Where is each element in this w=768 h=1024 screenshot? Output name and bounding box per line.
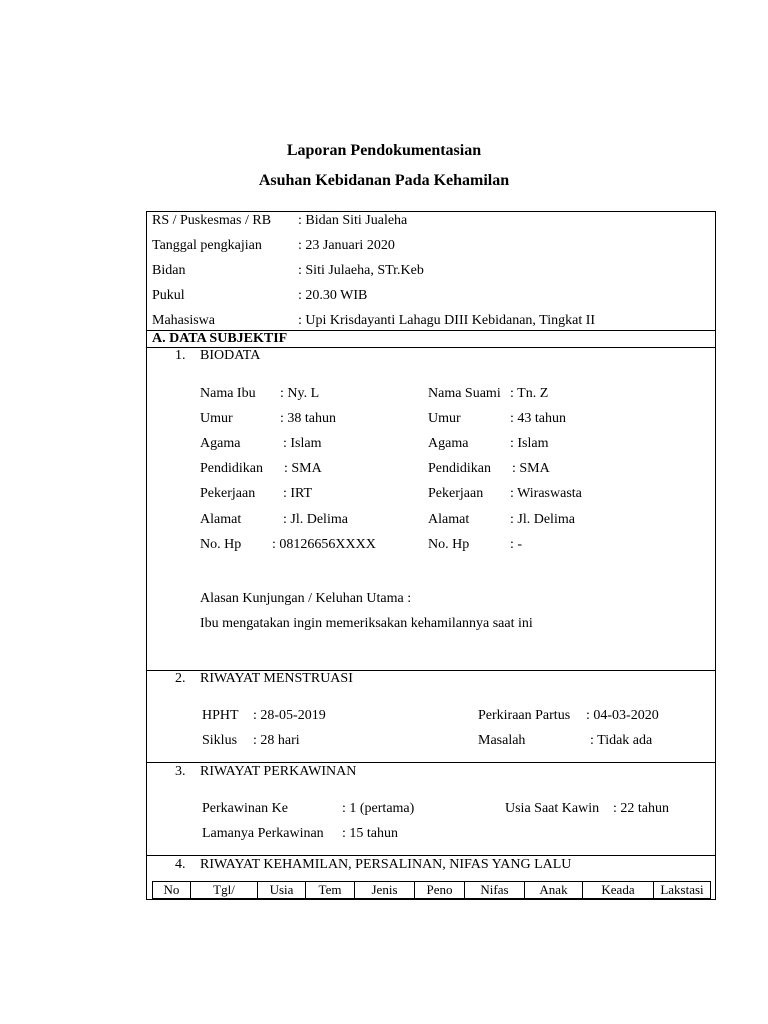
info-value: : Bidan Siti Jualeha	[298, 213, 408, 228]
document-subtitle: Asuhan Kebidanan Pada Kehamilan	[258, 172, 510, 189]
column-header: Tem	[306, 882, 355, 899]
biodata-heading: BIODATA	[200, 348, 261, 363]
ibu-value: : 38 tahun	[280, 411, 336, 426]
suami-label: Pendidikan	[428, 461, 491, 476]
perkawinan-number: 3.	[175, 764, 186, 779]
alasan-value: Ibu mengatakan ingin memeriksakan kehamilannya saat ini	[200, 616, 533, 631]
suami-value: : Jl. Delima	[510, 512, 575, 527]
ibu-label: Umur	[200, 411, 233, 426]
info-label: RS / Puskesmas / RB	[152, 213, 272, 228]
info-label: Pukul	[152, 288, 185, 303]
history-table	[152, 881, 711, 899]
suami-value: : Wiraswasta	[510, 486, 582, 501]
suami-label: No. Hp	[428, 537, 470, 552]
biodata-number: 1.	[175, 348, 186, 363]
masalah-value: : Tidak ada	[590, 733, 653, 748]
ibu-label: No. Hp	[200, 537, 242, 552]
section-a-heading: A. DATA SUBJEKTIF	[152, 331, 288, 346]
info-value: : Siti Julaeha, STr.Keb	[298, 263, 424, 278]
divider-perkawinan	[146, 855, 716, 856]
ibu-value: : 08126656XXXX	[272, 537, 376, 552]
partus-label: Perkiraan Partus	[478, 708, 571, 723]
perkawinan-heading: RIWAYAT PERKAWINAN	[200, 764, 357, 779]
column-header: Usia	[258, 882, 306, 899]
suami-value: : Tn. Z	[510, 386, 549, 401]
ibu-label: Agama	[200, 436, 241, 451]
alasan-label: Alasan Kunjungan / Keluhan Utama :	[200, 591, 412, 606]
kehamilan-heading: RIWAYAT KEHAMILAN, PERSALINAN, NIFAS YANG LALU	[200, 857, 572, 872]
suami-value: : Islam	[510, 436, 549, 451]
table-header-row	[153, 882, 711, 899]
usia-kawin-label: Usia Saat Kawin	[505, 801, 600, 816]
column-header: Jenis	[355, 882, 415, 899]
info-value: : 20.30 WIB	[298, 288, 368, 303]
column-header: Lakstasi	[654, 882, 711, 899]
siklus-label: Siklus	[202, 733, 238, 748]
menstruasi-heading: RIWAYAT MENSTRUASI	[200, 671, 353, 686]
info-label: Mahasiswa	[152, 313, 215, 328]
siklus-value: : 28 hari	[253, 733, 300, 748]
suami-label: Alamat	[428, 512, 470, 527]
masalah-label: Masalah	[478, 733, 526, 748]
column-header: No	[153, 882, 191, 899]
info-label: Bidan	[152, 263, 186, 278]
column-header: Peno	[415, 882, 465, 899]
column-header: Tgl/	[191, 882, 258, 899]
column-header: Nifas	[465, 882, 525, 899]
suami-value: : SMA	[512, 461, 550, 476]
suami-value: : 43 tahun	[510, 411, 566, 426]
usia-kawin-value: : 22 tahun	[613, 801, 669, 816]
info-label: Tanggal pengkajian	[152, 238, 262, 253]
menstruasi-number: 2.	[175, 671, 186, 686]
ibu-label: Pekerjaan	[200, 486, 256, 501]
info-value: : 23 Januari 2020	[298, 238, 395, 253]
suami-label: Nama Suami	[428, 386, 501, 401]
hpht-value: : 28-05-2019	[253, 708, 326, 723]
document-title: Laporan Pendokumentasian	[286, 142, 482, 159]
lama-perkawinan-label: Lamanya Perkawinan	[202, 826, 324, 841]
partus-value: : 04-03-2020	[586, 708, 659, 723]
ibu-value: : IRT	[283, 486, 313, 501]
ibu-value: : Ny. L	[280, 386, 320, 401]
ibu-label: Pendidikan	[200, 461, 263, 476]
kehamilan-number: 4.	[175, 857, 186, 872]
ibu-label: Nama Ibu	[200, 386, 256, 401]
suami-label: Umur	[428, 411, 461, 426]
suami-label: Agama	[428, 436, 469, 451]
suami-value: : -	[510, 537, 523, 552]
suami-label: Pekerjaan	[428, 486, 484, 501]
ibu-value: : Jl. Delima	[283, 512, 348, 527]
perkawinan-ke-label: Perkawinan Ke	[202, 801, 288, 816]
hpht-label: HPHT	[202, 708, 239, 723]
ibu-label: Alamat	[200, 512, 242, 527]
ibu-value: : Islam	[283, 436, 322, 451]
info-value: : Upi Krisdayanti Lahagu DIII Kebidanan, Tingkat II	[298, 313, 596, 328]
lama-perkawinan-value: : 15 tahun	[342, 826, 398, 841]
divider-menstruasi	[146, 762, 716, 763]
column-header: Anak	[525, 882, 583, 899]
column-header: Keada	[583, 882, 654, 899]
ibu-value: : SMA	[284, 461, 322, 476]
perkawinan-ke-value: : 1 (pertama)	[342, 801, 415, 816]
